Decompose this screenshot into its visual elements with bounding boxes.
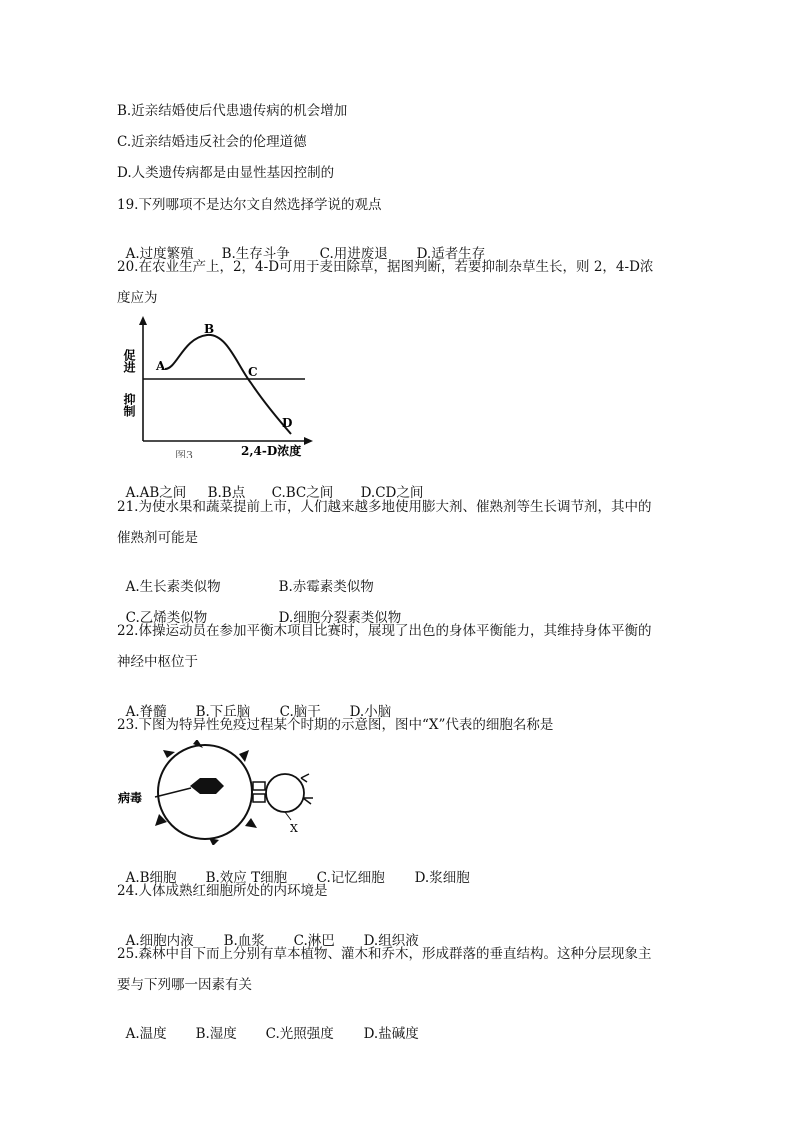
q25-option-c: C.光照强度 [265, 1026, 334, 1042]
antibody [301, 774, 309, 782]
promote-axis-label: 促进 [122, 349, 136, 373]
q22-option-b: B.下丘脑 [195, 704, 251, 720]
spike [245, 818, 257, 828]
point-c-label: C [248, 365, 258, 379]
spike [209, 838, 219, 845]
q19-option-a: A.过度繁殖 [125, 246, 194, 262]
question-20-line1: 20.在农业生产上，2，4-D可用于麦田除草，据图判断，若要抑制杂草生长，则 2，4-D浓 [117, 259, 654, 275]
point-d-label: D [282, 416, 293, 430]
x-axis-label: 2,4-D浓度 [241, 444, 302, 458]
q21-option-b: B.赤霉素类似物 [278, 579, 374, 595]
chart-svg [115, 313, 315, 458]
q21-option-d: D.细胞分裂素类似物 [278, 610, 402, 626]
inhibit-axis-label: 抑制 [122, 393, 136, 417]
question-23: 23.下图为特异性免疫过程某个时期的示意图，图中“X”代表的细胞名称是 [117, 717, 554, 733]
antibody [303, 798, 313, 804]
question-25-line1: 25.森林中自下而上分别有草本植物、灌木和乔木，形成群落的垂直结构。这种分层现象主 [117, 946, 652, 962]
q23-option-b: B.效应 T细胞 [205, 870, 288, 886]
x-pointer [285, 812, 291, 820]
q20-option-d: D.CD之间 [360, 485, 424, 501]
q19-option-c: C.用进废退 [319, 246, 388, 262]
q20-option-a: A.AB之间 [125, 485, 187, 501]
x-cell [266, 774, 304, 812]
q19-option-d: D.适者生存 [416, 246, 486, 262]
q25-option-a: A.温度 [125, 1026, 167, 1042]
chart-24d-effect [115, 313, 315, 458]
x-axis-arrow [304, 437, 313, 445]
q24-option-b: B.血浆 [223, 933, 265, 949]
q22-option-a: A.脊髓 [125, 704, 167, 720]
q22-option-c: C.脑干 [279, 704, 321, 720]
figure-caption: 图3 [175, 449, 193, 458]
q22-option-d: D.小脑 [349, 704, 392, 720]
option-d-text: D.人类遗传病都是由显性基因控制的 [117, 165, 335, 181]
q20-option-b: B.B点 [207, 485, 246, 501]
question-24: 24.人体成熟红细胞所处的内环境是 [117, 883, 328, 899]
receptor [253, 782, 265, 790]
question-22-line1: 22.体操运动员在参加平衡木项目比赛时，展现了出色的身体平衡能力，其维持身体平衡的 [117, 623, 652, 639]
q21-option-c: C.乙烯类似物 [125, 610, 208, 626]
question-20-options [117, 466, 423, 502]
immune-figure [115, 740, 330, 845]
q25-option-d: D.盐碱度 [363, 1026, 419, 1042]
q20-option-c: C.BC之间 [271, 485, 334, 501]
question-21-line1: 21.为使水果和蔬菜提前上市，人们越来越多地使用膨大剂、催熟剂等生长调节剂，其中的 [117, 499, 652, 515]
q19-option-b: B.生存斗争 [221, 246, 290, 262]
question-22-line2: 神经中枢位于 [117, 654, 198, 670]
q21-option-a: A.生长素类似物 [125, 579, 221, 595]
option-c-text: C.近亲结婚违反社会的伦理道德 [117, 134, 307, 150]
response-curve [165, 335, 291, 434]
y-axis-arrow [139, 316, 147, 325]
question-20-line2: 度应为 [117, 290, 158, 306]
x-label: X [290, 822, 298, 835]
q24-option-d: D.组织液 [363, 933, 419, 949]
question-19: 19.下列哪项不是达尔文自然选择学说的观点 [117, 197, 382, 213]
q23-option-c: C.记忆细胞 [316, 870, 385, 886]
q25-option-b: B.湿度 [195, 1026, 237, 1042]
q24-option-c: C.淋巴 [293, 933, 335, 949]
q24-option-a: A.细胞内液 [125, 933, 194, 949]
immune-svg [115, 740, 330, 845]
option-b-text: B.近亲结婚使后代患遗传病的机会增加 [117, 103, 348, 119]
q23-option-a: A.B细胞 [125, 870, 177, 886]
question-21-line2: 催熟剂可能是 [117, 530, 198, 546]
point-b-label: B [204, 322, 215, 336]
q23-option-d: D.浆细胞 [414, 870, 470, 886]
question-25-line2: 要与下列哪一因素有关 [117, 977, 252, 993]
receptor [253, 794, 265, 802]
virus-label: 病毒 [118, 791, 143, 805]
question-25-options [117, 1007, 419, 1043]
point-a-label: A [156, 359, 166, 373]
